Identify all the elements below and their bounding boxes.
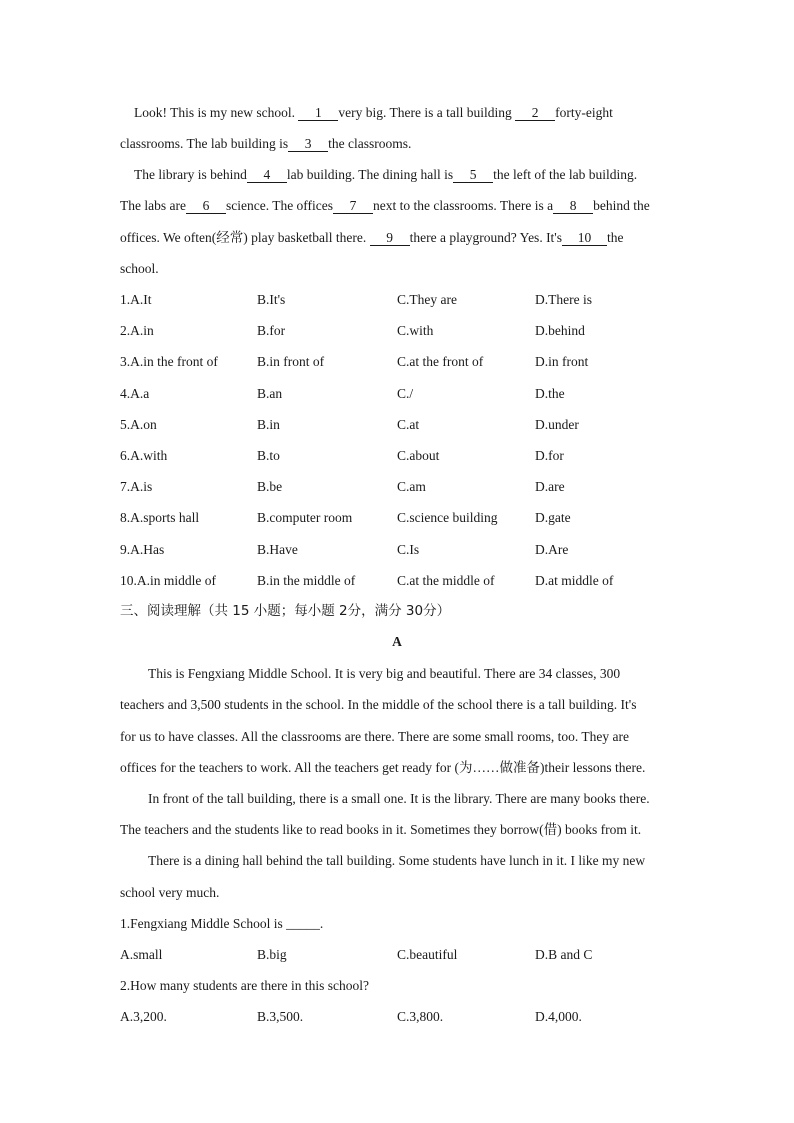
cloze-option: B.It's bbox=[257, 292, 286, 307]
passage-line: The teachers and the students like to read books in it. Sometimes they borrow(借) books from it. bbox=[120, 822, 642, 837]
cloze-option: B.be bbox=[257, 479, 283, 495]
question-option: D.4,000. bbox=[535, 1009, 582, 1024]
cloze-option: D.for bbox=[535, 448, 564, 463]
cloze-option: C.science building bbox=[397, 510, 498, 526]
cloze-text-segment: very big. There is a tall building bbox=[338, 105, 516, 120]
cloze-option: D.the bbox=[535, 385, 565, 401]
cloze-text-segment: lab building. The dining hall is bbox=[286, 167, 454, 182]
cloze-option: D.gate bbox=[535, 510, 571, 526]
cloze-option: C./ bbox=[397, 385, 414, 401]
cloze-option: D.Are bbox=[535, 541, 569, 557]
cloze-option: 9.A.Has bbox=[120, 541, 165, 557]
question-option: C.beautiful bbox=[397, 947, 458, 962]
cloze-blank: 6 bbox=[186, 199, 226, 214]
question-option: B.big bbox=[257, 947, 287, 962]
cloze-blank: 3 bbox=[288, 137, 328, 152]
cloze-option: 8.A.sports hall bbox=[120, 510, 200, 526]
cloze-text-segment: the bbox=[607, 230, 624, 245]
cloze-text-segment: offices. We often(经常) play basketball there. bbox=[120, 230, 370, 245]
cloze-text-segment: next to the classrooms. There is a bbox=[373, 198, 554, 213]
cloze-line bbox=[120, 229, 624, 247]
cloze-text-segment: the left of the lab building. bbox=[493, 167, 638, 182]
cloze-option: 3.A.in the front of bbox=[120, 354, 218, 370]
passage-line: This is Fengxiang Middle School. It is very big and beautiful. There are 34 classes, 300 bbox=[148, 666, 621, 681]
passage-line: offices for the teachers to work. All the teachers get ready for (为……做准备)their lessons there. bbox=[120, 760, 646, 775]
cloze-blank: 9 bbox=[370, 231, 410, 246]
passage-line: for us to have classes. All the classrooms are there. There are some small rooms, too. They are bbox=[120, 729, 629, 744]
cloze-line bbox=[120, 135, 411, 153]
cloze-text-segment: there a playground? Yes. It's bbox=[409, 230, 562, 245]
cloze-text-segment: forty-eight bbox=[555, 105, 613, 120]
question-stem: 2.How many students are there in this school? bbox=[120, 978, 369, 993]
section-heading: 三、阅读理解（共 15 小题；每小题 2分，满分 30分） bbox=[120, 603, 451, 619]
cloze-option: 6.A.with bbox=[120, 448, 168, 463]
cloze-blank: 7 bbox=[333, 199, 373, 214]
cloze-blank: 2 bbox=[515, 106, 555, 121]
cloze-option: C.about bbox=[397, 448, 440, 463]
cloze-option: D.behind bbox=[535, 323, 585, 339]
cloze-option: C.at the middle of bbox=[397, 572, 495, 588]
question-option: D.B and C bbox=[535, 947, 593, 962]
passage-label: A bbox=[392, 634, 402, 649]
cloze-option: C.am bbox=[397, 479, 426, 495]
cloze-option: D.in front bbox=[535, 354, 589, 370]
cloze-text-segment: science. The offices bbox=[225, 198, 334, 213]
cloze-option: C.Is bbox=[397, 541, 420, 557]
cloze-option: 1.A.It bbox=[120, 292, 152, 307]
cloze-text-segment: the classrooms. bbox=[328, 136, 412, 151]
cloze-option: B.in the middle of bbox=[257, 572, 356, 588]
cloze-option: D.at middle of bbox=[535, 572, 614, 588]
cloze-option: 10.A.in middle of bbox=[120, 572, 216, 588]
passage-line: teachers and 3,500 students in the school. In the middle of the school there is a tall building. It's bbox=[120, 697, 637, 712]
cloze-text-segment: behind the bbox=[593, 198, 650, 213]
question-stem: 1.Fengxiang Middle School is _____. bbox=[120, 916, 324, 931]
cloze-option: B.Have bbox=[257, 541, 298, 557]
passage-line: In front of the tall building, there is a small one. It is the library. There are many books there. bbox=[148, 791, 650, 806]
cloze-blank: 8 bbox=[553, 199, 593, 214]
cloze-blank: 1 bbox=[298, 106, 338, 121]
cloze-option: 4.A.a bbox=[120, 385, 150, 401]
cloze-option: 2.A.in bbox=[120, 323, 154, 339]
cloze-line bbox=[120, 260, 159, 278]
cloze-line bbox=[134, 166, 637, 184]
cloze-option: C.with bbox=[397, 323, 434, 339]
question-option: C.3,800. bbox=[397, 1009, 444, 1024]
passage-line: school very much. bbox=[120, 885, 220, 900]
cloze-option: D.are bbox=[535, 479, 565, 495]
cloze-option: B.for bbox=[257, 323, 286, 339]
cloze-option: B.to bbox=[257, 448, 280, 463]
cloze-option: D.There is bbox=[535, 292, 592, 307]
cloze-text-segment: The labs are bbox=[120, 198, 186, 213]
cloze-text-segment: The library is behind bbox=[134, 167, 247, 182]
cloze-option: D.under bbox=[535, 416, 579, 432]
cloze-option: 5.A.on bbox=[120, 416, 157, 432]
cloze-option: B.computer room bbox=[257, 510, 353, 526]
cloze-blank: 4 bbox=[247, 168, 287, 183]
cloze-option: 7.A.is bbox=[120, 479, 153, 495]
cloze-text-segment: school. bbox=[120, 261, 159, 276]
cloze-option: B.in front of bbox=[257, 354, 325, 370]
cloze-text-segment: classrooms. The lab building is bbox=[120, 136, 289, 151]
cloze-text-segment: Look! This is my new school. bbox=[134, 105, 299, 120]
cloze-option: B.an bbox=[257, 385, 283, 401]
cloze-blank: 10 bbox=[562, 231, 607, 246]
cloze-blank: 5 bbox=[453, 168, 493, 183]
passage-line: There is a dining hall behind the tall building. Some students have lunch in it. I like my new bbox=[148, 853, 646, 868]
cloze-line bbox=[134, 104, 613, 122]
cloze-option: C.They are bbox=[397, 292, 457, 307]
cloze-option: B.in bbox=[257, 416, 280, 432]
cloze-option: C.at bbox=[397, 416, 420, 432]
question-option: A.small bbox=[120, 947, 163, 962]
question-option: B.3,500. bbox=[257, 1009, 304, 1024]
question-option: A.3,200. bbox=[120, 1009, 167, 1024]
cloze-line bbox=[120, 197, 650, 215]
cloze-option: C.at the front of bbox=[397, 354, 484, 370]
